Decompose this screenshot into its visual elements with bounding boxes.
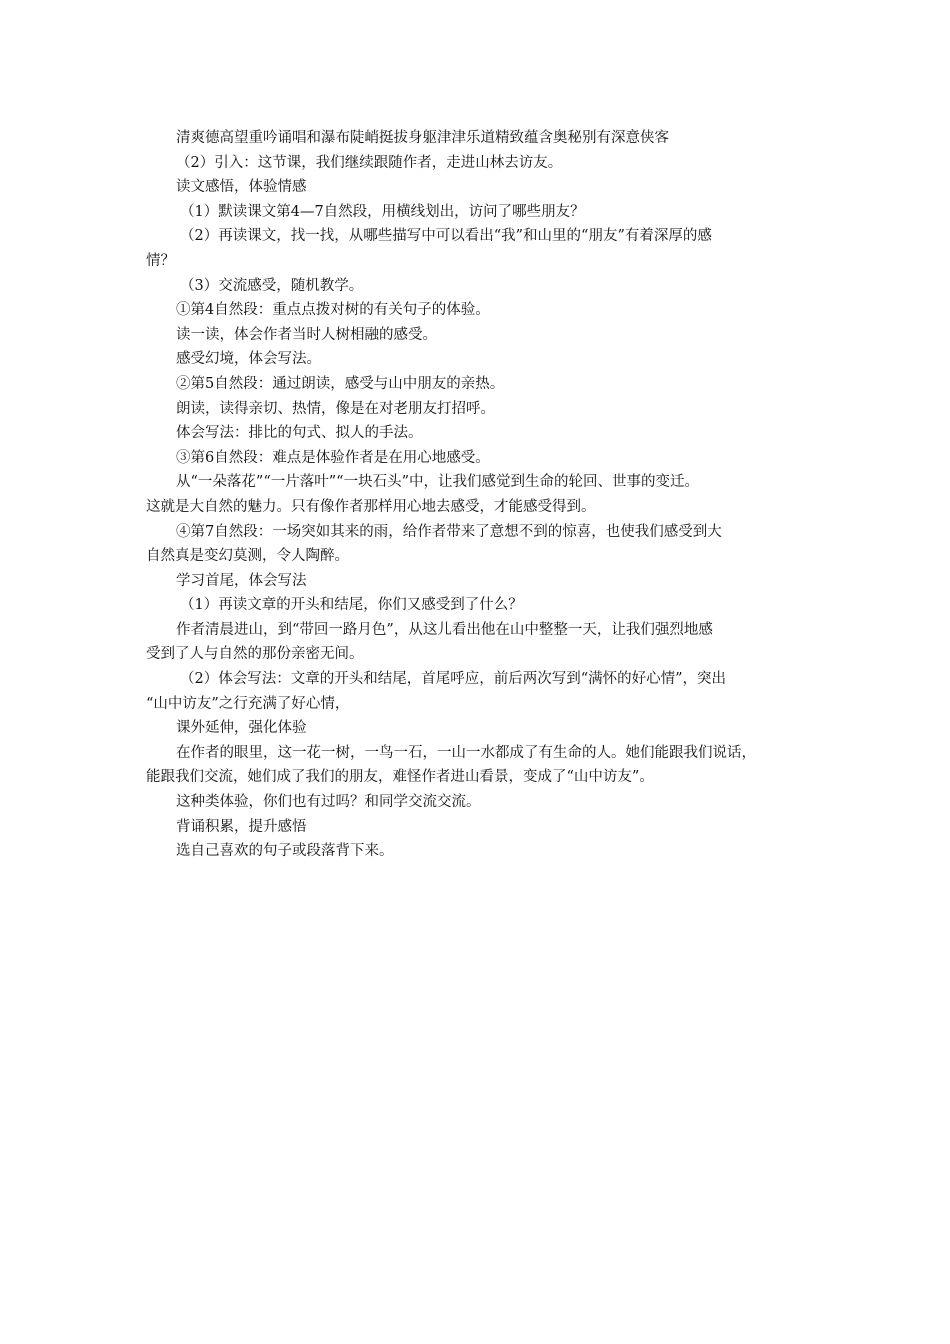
text-line: （2）再读课文，找一找，从哪些描写中可以看出“我”和山里的“朋友”有着深厚的感 — [180, 228, 712, 245]
text-line: 从“一朵落花”“一片落叶”“一块石头”中，让我们感觉到生命的轮回、世事的变迁。 — [176, 474, 699, 491]
text-line: 体会写法：排比的句式、拟人的手法。 — [176, 425, 423, 442]
text-line: ④第7自然段：一场突如其来的雨，给作者带来了意想不到的惊喜，也使我们感受到大 — [176, 523, 722, 540]
text-line: （3）交流感受，随机教学。 — [180, 277, 364, 294]
text-line: （1）默读课文第4—7自然段，用横线划出，访问了哪些朋友？ — [180, 203, 585, 220]
text-line: 作者清晨进山，到“带回一路月色”，从这儿看出他在山中整整一天，让我们强烈地感 — [176, 621, 713, 638]
text-line: 情？ — [146, 252, 175, 269]
vocabulary-line: 清爽德高望重吟诵唱和瀑布陡峭挺拔身躯津津乐道精致蕴含奥秘别有深意侠客 — [176, 130, 669, 146]
text-line: 受到了人与自然的那份亲密无间。 — [146, 646, 364, 663]
text-line: 在作者的眼里，这一花一树，一鸟一石，一山一水都成了有生命的人。她们能跟我们说话， — [176, 744, 756, 761]
text-line: 朗读，读得亲切、热情，像是在对老朋友打招呼。 — [176, 400, 495, 417]
text-line: 读一读，体会作者当时人树相融的感受。 — [176, 326, 437, 343]
text-line: 这种类体验，你们也有过吗？和同学交流交流。 — [176, 794, 481, 811]
text-line: 选自己喜欢的句子或段落背下来。 — [176, 843, 394, 860]
text-line: 这就是大自然的魅力。只有像作者那样用心地去感受，才能感受得到。 — [146, 498, 596, 515]
text-line: 感受幻境，体会写法。 — [176, 351, 321, 368]
text-line: 能跟我们交流，她们成了我们的朋友，难怪作者进山看景，变成了“山中访友”。 — [146, 769, 654, 786]
text-line: （1）再读文章的开头和结尾，你们又感受到了什么？ — [180, 597, 523, 614]
text-line: ③第6自然段：难点是体验作者是在用心地感受。 — [176, 449, 490, 466]
text-line: ②第5自然段：通过朗读，感受与山中朋友的亲热。 — [176, 375, 505, 392]
section-heading: 学习首尾，体会写法 — [176, 572, 307, 589]
text-line: （2）引入：这节课，我们继续跟随作者，走进山林去访友。 — [176, 154, 563, 171]
section-heading: 背诵积累，提升感悟 — [176, 818, 307, 835]
text-line: ①第4自然段：重点点拨对树的有关句子的体验。 — [176, 302, 490, 319]
section-heading: 读文感悟，体验情感 — [176, 179, 307, 196]
section-heading: 课外延伸，强化体验 — [176, 720, 307, 737]
text-line: （2）体会写法：文章的开头和结尾，首尾呼应，前后两次写到“满怀的好心情”，突出 — [180, 671, 727, 688]
text-line: 自然真是变幻莫测，令人陶醉。 — [146, 548, 349, 565]
document-page — [146, 126, 818, 864]
text-line: “山中访友”之行充满了好心情， — [146, 695, 350, 712]
